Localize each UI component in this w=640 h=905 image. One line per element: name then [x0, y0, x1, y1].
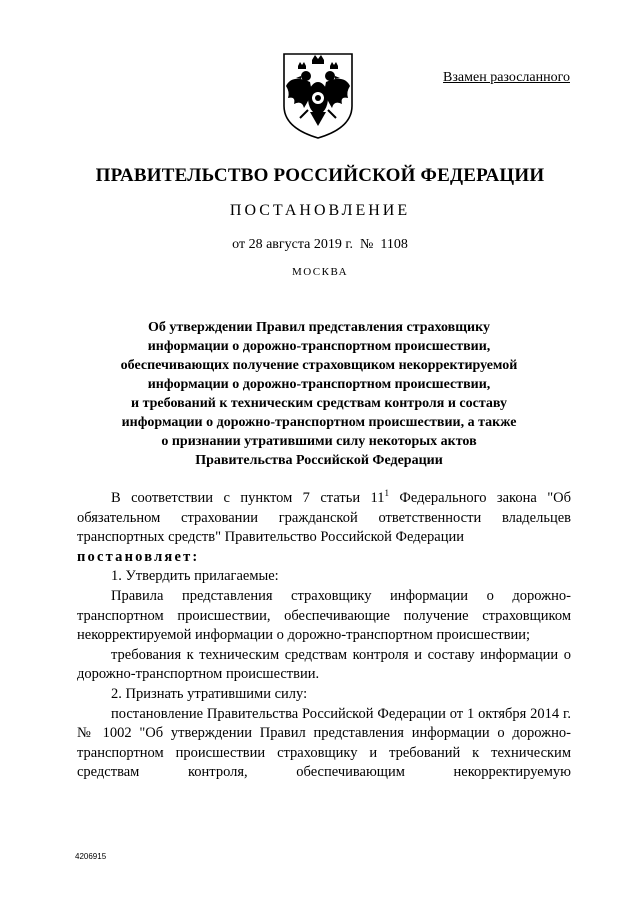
- decrees-word: постановляет:: [77, 548, 200, 565]
- item-1: 1. Утвердить прилагаемые:: [111, 568, 279, 585]
- coat-of-arms-icon: [270, 48, 366, 140]
- government-title: ПРАВИТЕЛЬСТВО РОССИЙСКОЙ ФЕДЕРАЦИИ: [95, 165, 545, 186]
- decree-body: [77, 489, 571, 783]
- replace-note: Взамен разосланного: [443, 70, 570, 85]
- decree-subject: [110, 318, 528, 470]
- item-2: 2. Признать утратившими силу:: [111, 685, 308, 702]
- intro-paragraph: [77, 489, 571, 548]
- subject-line: о признании утратившими силу некоторых актов: [161, 434, 477, 449]
- subject-line: Об утверждении Правил представления страховщику: [148, 320, 490, 335]
- subject-line: информации о дорожно-транспортном происшествии,: [147, 377, 491, 392]
- subject-line: информации о дорожно-транспортном происшествии,: [147, 339, 491, 354]
- date-line: от 28 августа 2019 г. № 1108: [232, 237, 408, 252]
- subject-line: и требований к техническим средствам контроля и составу: [131, 396, 507, 411]
- city: МОСКВА: [291, 266, 349, 278]
- document-number: 4206915: [75, 852, 107, 861]
- intro-superscript: 1: [384, 488, 389, 499]
- subject-line: Правительства Российской Федерации: [195, 453, 443, 468]
- item-2-a: постановление Правительства Российской Федерации от 1 октября 2014 г. № 1002 "Об утверждении Правил представления информации о дорожно-транспортном происшествии страховщику и требований к техническим средствам контроля, обеспечивающим некорректируемую: [77, 705, 571, 781]
- subject-line: обеспечивающих получение страховщиком некорректируемой: [120, 358, 518, 373]
- intro-prefix: В соответствии с пунктом 7 статьи 11: [111, 490, 385, 506]
- item-1-a: Правила представления страховщику информации о дорожно-транспортном происшествии, обеспечивающие получение страховщиком некорректируемой информации о дорожно-транспортном происшествии;: [77, 587, 571, 644]
- item-1-b: требования к техническим средствам контроля и составу информации о дорожно-транспортном происшествии.: [77, 646, 571, 683]
- decree-type: ПОСТАНОВЛЕНИЕ: [229, 202, 411, 219]
- intro-suffix: Федерального закона "Об обязательном страховании гражданской ответственности владельцев транспортных средств" Правительство Российской Федерации: [77, 490, 571, 546]
- subject-line: информации о дорожно-транспортном происшествии, а также: [121, 415, 517, 430]
